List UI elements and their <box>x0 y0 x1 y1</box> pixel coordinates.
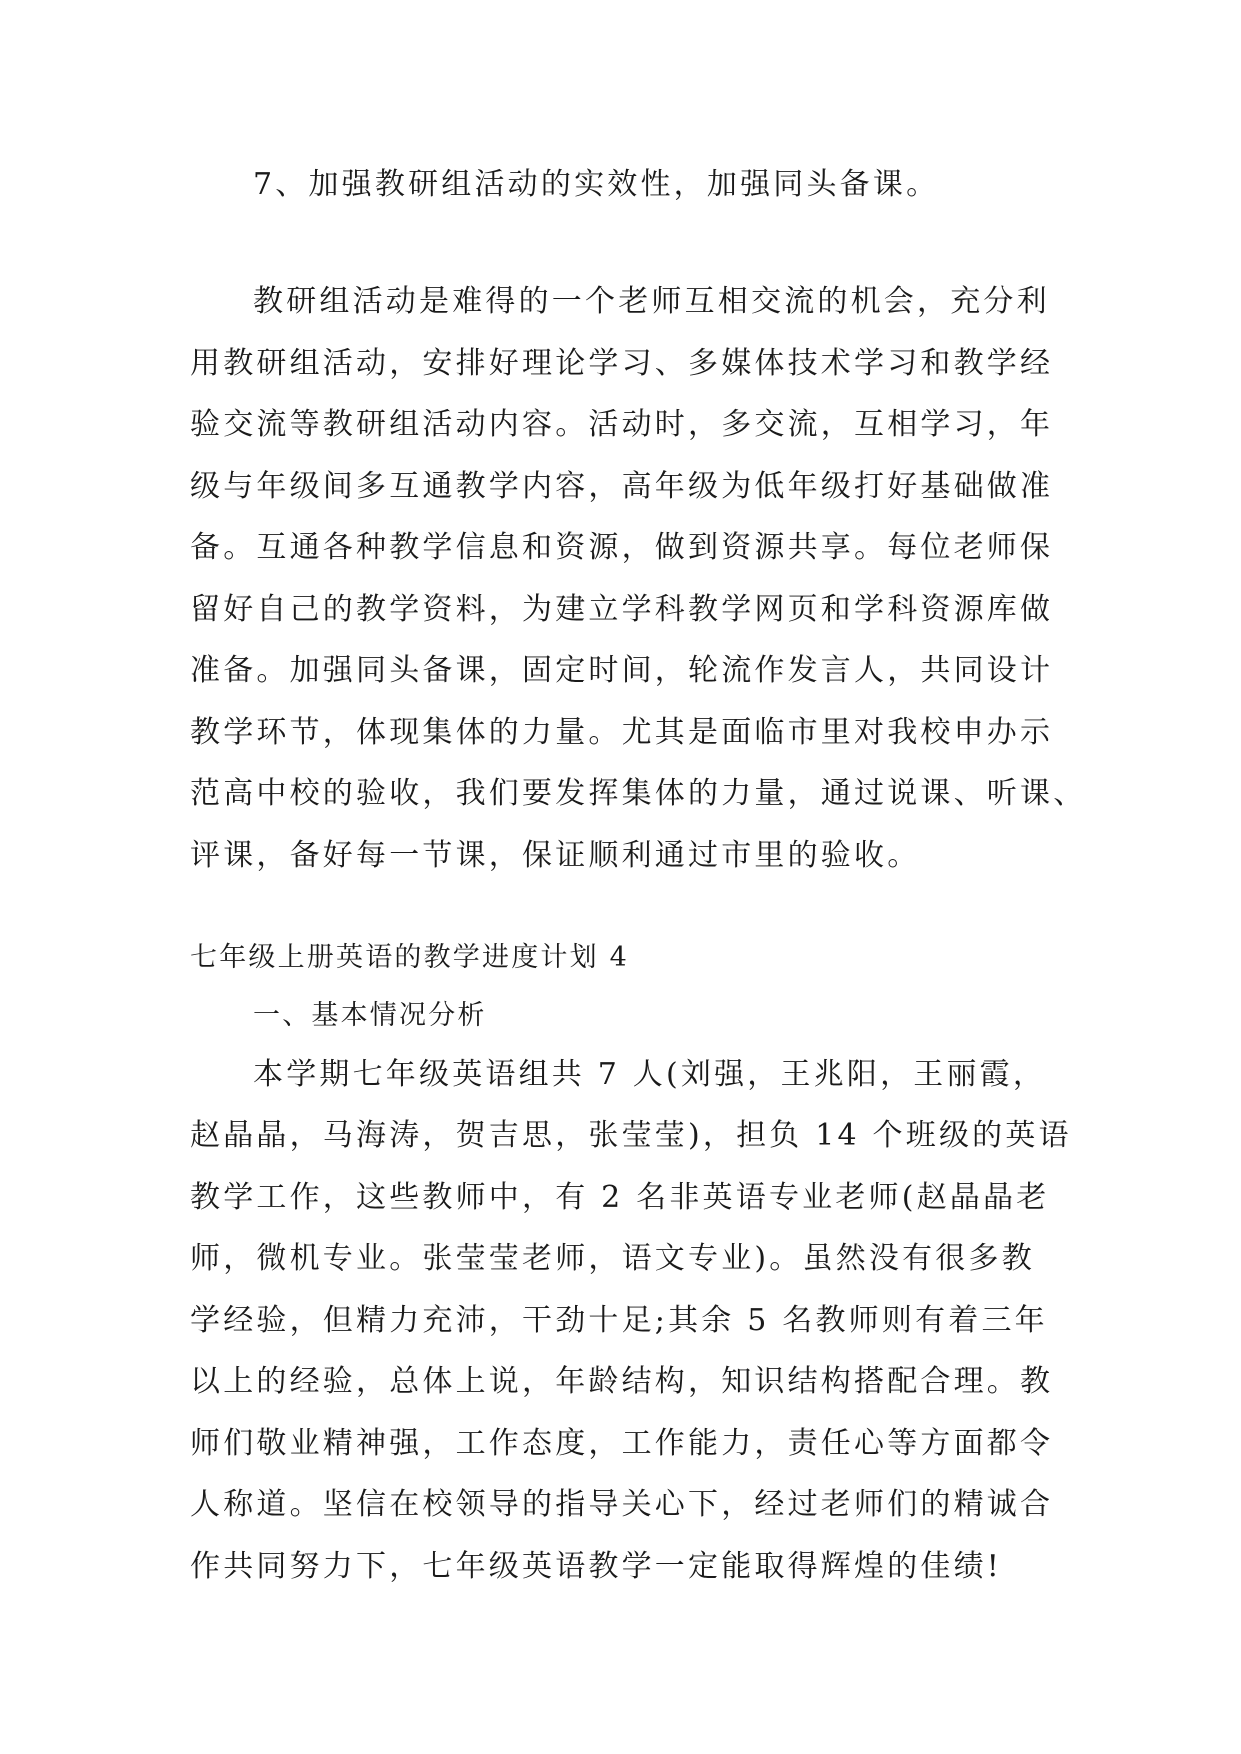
section-heading: 7、加强教研组活动的实效性，加强同头备课。 <box>253 167 940 202</box>
paragraph-line: 用教研组活动，安排好理论学习、多媒体技术学习和教学经 <box>190 346 1054 381</box>
document-title: 七年级上册英语的教学进度计划 4 <box>190 942 629 973</box>
paragraph-line: 师，微机专业。张莹莹老师，语文专业)。虽然没有很多教 <box>190 1241 1035 1276</box>
paragraph-line: 以上的经验，总体上说，年龄结构，知识结构搭配合理。教 <box>190 1364 1054 1399</box>
paragraph-line: 学经验，但精力充沛，干劲十足;其余 5 名教师则有着三年 <box>190 1303 1048 1338</box>
paragraph-line: 教学环节，体现集体的力量。尤其是面临市里对我校申办示 <box>190 715 1054 750</box>
paragraph-line: 教学工作，这些教师中，有 2 名非英语专业老师(赵晶晶老 <box>190 1180 1050 1215</box>
paragraph-line: 人称道。坚信在校领导的指导关心下，经过老师们的精诚合 <box>190 1487 1054 1522</box>
paragraph-line: 师们敬业精神强，工作态度，工作能力，责任心等方面都令 <box>190 1426 1054 1461</box>
section-subheading: 一、基本情况分析 <box>253 1000 487 1031</box>
paragraph-line: 教研组活动是难得的一个老师互相交流的机会，充分利 <box>253 284 1050 319</box>
paragraph-line: 作共同努力下，七年级英语教学一定能取得辉煌的佳绩! <box>190 1549 1003 1584</box>
paragraph-line: 准备。加强同头备课，固定时间，轮流作发言人，共同设计 <box>190 653 1054 688</box>
paragraph-line: 评课，备好每一节课，保证顺利通过市里的验收。 <box>190 838 921 873</box>
paragraph-line: 验交流等教研组活动内容。活动时，多交流，互相学习，年 <box>190 407 1054 442</box>
paragraph-line: 本学期七年级英语组共 7 人(刘强，王兆阳，王丽霞， <box>253 1057 1047 1092</box>
paragraph-line: 备。互通各种教学信息和资源，做到资源共享。每位老师保 <box>190 530 1054 565</box>
paragraph-line: 级与年级间多互通教学内容，高年级为低年级打好基础做准 <box>190 469 1054 504</box>
paragraph-line: 留好自己的教学资料，为建立学科教学网页和学科资源库做 <box>190 592 1054 627</box>
paragraph-line: 范高中校的验收，我们要发挥集体的力量，通过说课、听课、 <box>190 776 1087 811</box>
paragraph-line: 赵晶晶，马海涛，贺吉思，张莹莹)，担负 14 个班级的英语 <box>190 1118 1072 1153</box>
